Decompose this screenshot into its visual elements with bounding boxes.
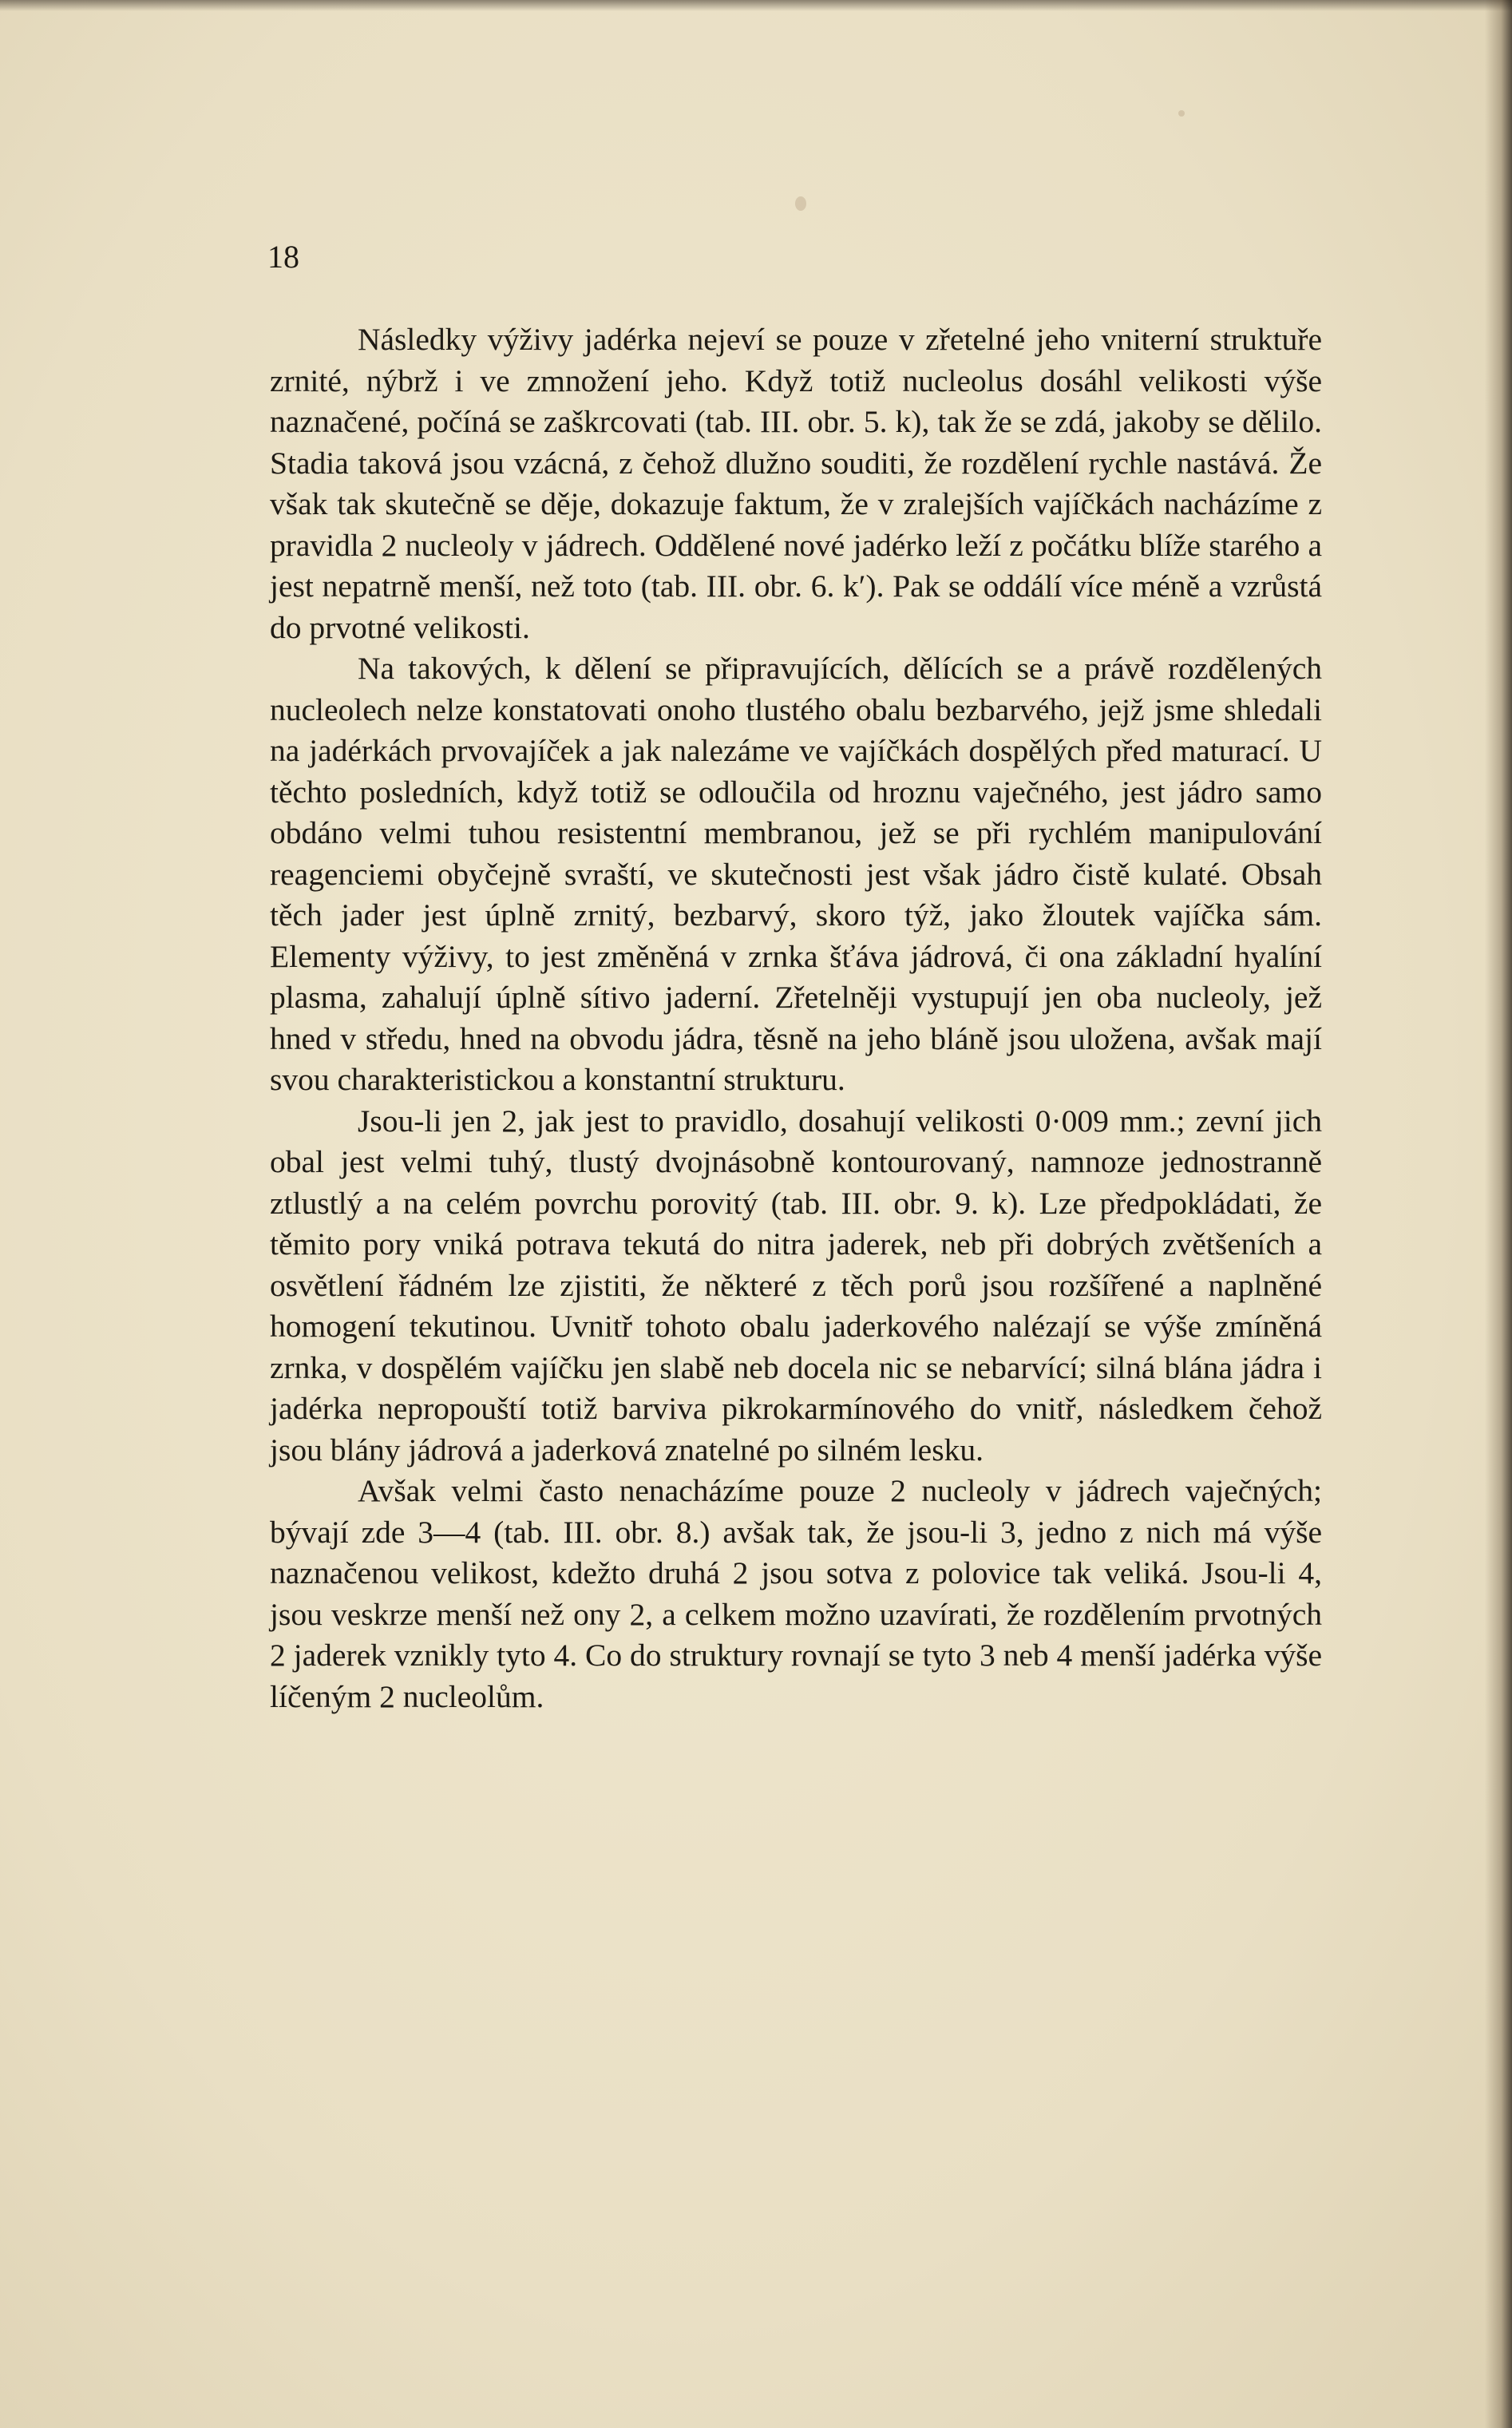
paragraph-2: Na takových, k dělení se připravujících, dělících se a právě rozdělených nucleolech nelze konstatovati onoho tlustého obalu bezbarvého, jejž jsme shledali na jadérkách prvovajíček a jak nalezáme ve vajíčkách dospělých před maturací. U těchto posledních, když totiž se odloučila od hroznu vaječného, jest jádro samo obdáno velmi tuhou resistentní membranou, jež se při rychlém manipulování reagenciemi obyčejně svraští, ve skutečnosti jest však jádro čistě kulaté. Obsah těch jader jest úplně zrnitý, bezbarvý, skoro týž, jako žloutek vajíčka sám. Elementy výživy, to jest změněná v zrnka šťáva jádrová, či ona základní hyalíní plasma, zahalují úplně sítivo jaderní. Zřetelněji vystupují jen oba nucleoly, jež hned v středu, hned na obvodu jádra, těsně na jeho bláně jsou uložena, avšak mají svou charakteristickou a konstantní strukturu. bbox=[270, 651, 1322, 1097]
page-number: 18 bbox=[267, 239, 299, 275]
paragraph-3: Jsou-li jen 2, jak jest to pravidlo, dosahují velikosti 0·009 mm.; zevní jich obal jest velmi tuhý, tlustý dvojnásobně kontourovaný, namnoze jednostranně ztlustlý a na celém povrchu porovitý (tab. III. obr. 9. k). Lze předpokládati, že těmito pory vniká potrava tekutá do nitra jaderek, neb při dobrých zvětšeních a osvětlení řádném lze zjistiti, že některé z těch porů jsou rozšířené a naplněné homogení tekutinou. Uvnitř tohoto obalu jaderkového nalézají se výše zmíněná zrnka, v dospělém vajíčku jen slabě neb docela nic se nebarvící; silná blána jádra i jadérka nepropouští totiž barviva pikrokarmínového do vnitř, následkem čehož jsou blány jádrová a jaderková znatelné po silném lesku. bbox=[270, 1103, 1322, 1467]
paragraph-4: Avšak velmi často nenacházíme pouze 2 nucleoly v jádrech vaječných; bývají zde 3—4 (tab. III. obr. 8.) avšak tak, že jsou-li 3, jedno z nich má výše naznačenou velikost, kdežto druhá 2 jsou sotva z polovice tak veliká. Jsou-li 4, jsou veskrze menší než ony 2, a celkem možno uzavírati, že rozdělením prvotných 2 jaderek vznikly tyto 4. Co do struktury rovnají se tyto 3 neb 4 menší jadérka výše líčeným 2 nucleolům. bbox=[270, 1473, 1322, 1714]
paper-stain bbox=[1178, 110, 1185, 117]
page-right-edge bbox=[1485, 0, 1512, 2428]
paper-stain bbox=[795, 196, 806, 211]
paragraph-1: Následky výživy jadérka nejeví se pouze v zřetelné jeho vniterní struktuře zrnité, nýbrž i ve zmnožení jeho. Když totiž nucleolus dosáhl velikosti výše naznačené, počíná se zaškrcovati (tab. III. obr. 5. k), tak že se zdá, jakoby se dělilo. Stadia taková jsou vzácná, z čehož dlužno souditi, že rozdělení rychle nastává. Že však tak skutečně se děje, dokazuje faktum, že v zralejších vajíčkách nacházíme z pravidla 2 nucleoly v jádrech. Oddělené nové jadérko leží z počátku blíže starého a jest nepatrně menší, než toto (tab. III. obr. 6. k′). Pak se oddálí více méně a vzrůstá do prvotné velikosti. bbox=[270, 322, 1322, 645]
page-top-shadow bbox=[0, 0, 1512, 11]
body-text bbox=[270, 319, 1322, 1717]
